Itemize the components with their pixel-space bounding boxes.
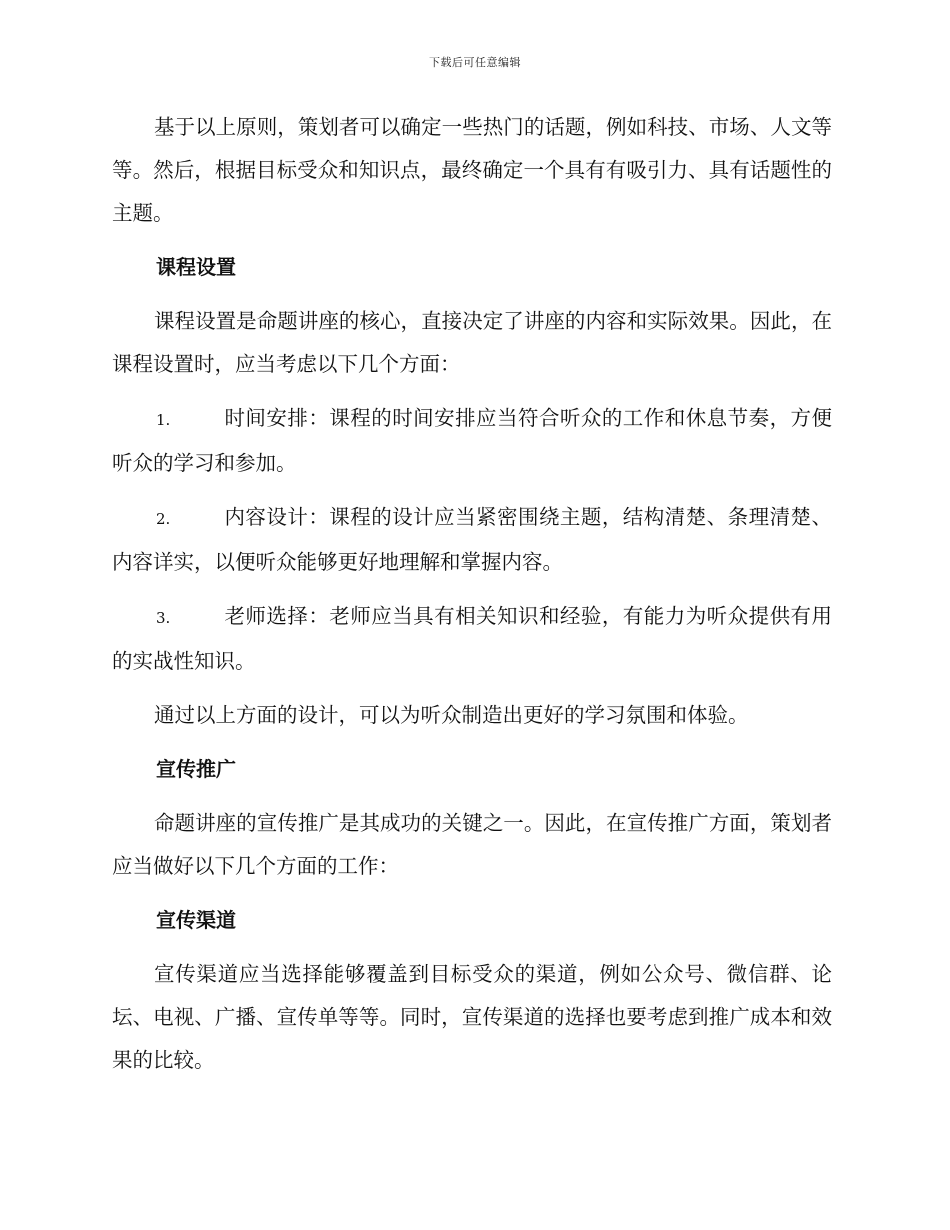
list-item bbox=[112, 397, 832, 485]
list-text: 时间安排：课程的时间安排应当符合听众的工作和休息节奏，方便听众的学习和参加。 bbox=[112, 406, 832, 475]
document-body bbox=[112, 106, 832, 1093]
paragraph-promotion: 命题讲座的宣传推广是其成功的关键之一。因此，在宣传推广方面，策划者应当做好以下几个方面的工作： bbox=[112, 811, 832, 878]
list-number: 3. bbox=[156, 609, 171, 627]
list-item bbox=[112, 595, 832, 683]
paragraph-course-setup: 课程设置是命题讲座的核心，直接决定了讲座的内容和实际效果。因此，在课程设置时，应当考虑以下几个方面： bbox=[112, 309, 832, 376]
paragraph-channels: 宣传渠道应当选择能够覆盖到目标受众的渠道，例如公众号、微信群、论坛、电视、广播、宣传单等等。同时，宣传渠道的选择也要考虑到推广成本和效果的比较。 bbox=[112, 962, 832, 1072]
paragraph-summary: 通过以上方面的设计，可以为听众制造出更好的学习氛围和体验。 bbox=[154, 703, 749, 727]
heading-channels: 宣传渠道 bbox=[156, 908, 236, 932]
list-number: 1. bbox=[156, 411, 171, 429]
list-number: 2. bbox=[156, 510, 171, 528]
heading-promotion: 宣传推广 bbox=[156, 757, 236, 781]
list-text: 老师选择：老师应当具有相关知识和经验，有能力为听众提供有用的实战性知识。 bbox=[112, 604, 832, 673]
paragraph-topic-selection: 基于以上原则，策划者可以确定一些热门的话题，例如科技、市场、人文等等。然后，根据目标受众和知识点，最终确定一个具有有吸引力、具有话题性的主题。 bbox=[112, 115, 832, 225]
list-item bbox=[112, 496, 832, 584]
header-note: 下载后可任意编辑 bbox=[429, 56, 521, 69]
list-text: 内容设计：课程的设计应当紧密围绕主题，结构清楚、条理清楚、内容详实，以便听众能够更好地理解和掌握内容。 bbox=[112, 505, 832, 574]
heading-course-setup: 课程设置 bbox=[156, 255, 236, 279]
